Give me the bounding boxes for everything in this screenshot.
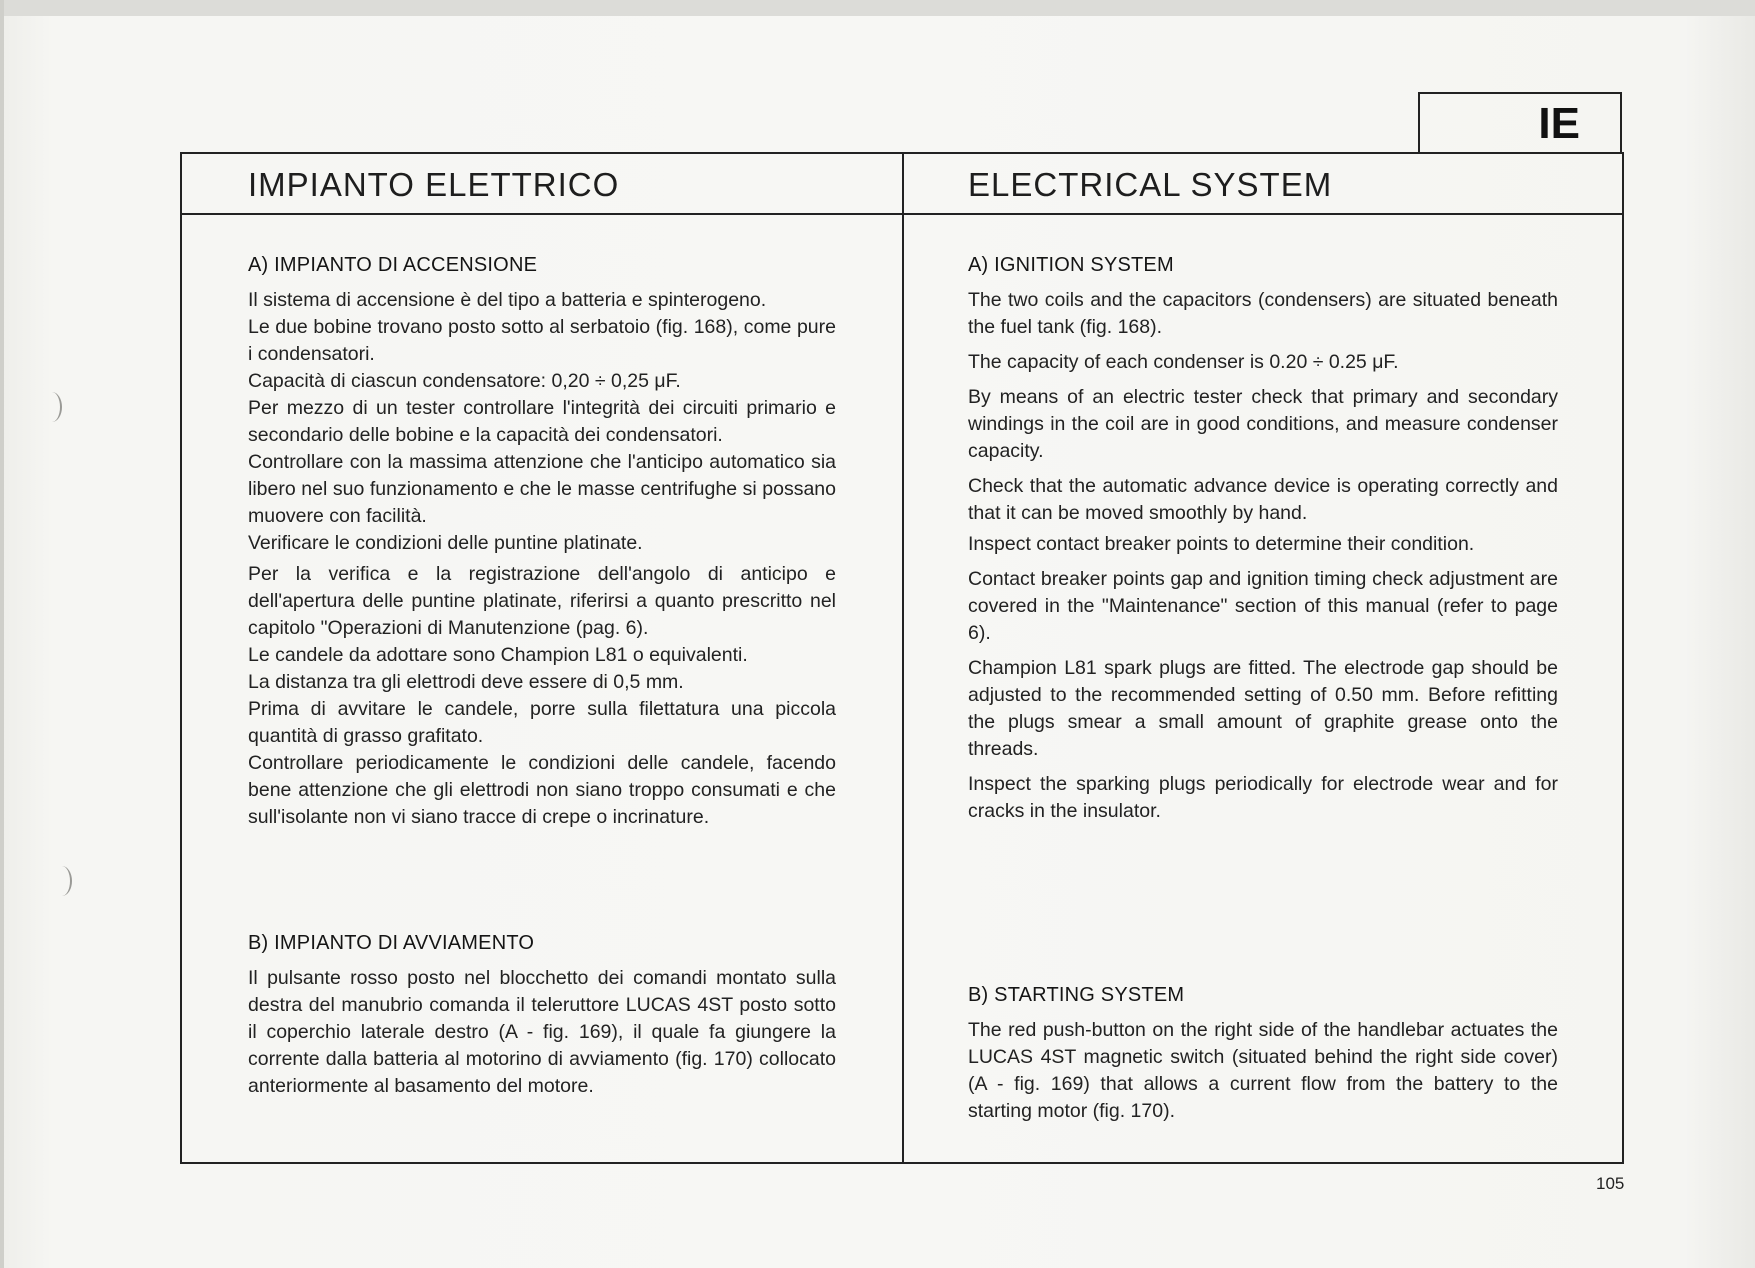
italian-ignition-paragraph: Controllare con la massima attenzione che l'anticipo automatico sia libero nel suo funzionamento e che le masse centrifughe si possano muovere con facilità. <box>248 451 836 527</box>
italian-ignition-paragraph: Verificare le condizioni delle puntine platinate. <box>248 532 643 554</box>
italian-ignition-paragraph: Controllare periodicamente le condizioni delle candele, facendo bene attenzione che gli elettrodi non siano troppo consumati e che sull'isolante non vi siano tracce di crepe o incrinature. <box>248 752 836 828</box>
english-starting-section <box>968 982 1558 1125</box>
english-ignition-paragraph: By means of an electric tester check that primary and secondary windings in the coil are in good conditions, and measure condenser capacity. <box>968 386 1558 462</box>
english-ignition-paragraph: The capacity of each condenser is 0.20 ÷ 0.25 μF. <box>968 351 1399 373</box>
page-left-edge <box>0 0 4 1268</box>
page-number: 105 <box>1596 1174 1625 1193</box>
italian-starting-section <box>248 930 836 1100</box>
english-ignition-section <box>968 252 1558 825</box>
english-ignition-paragraph: The two coils and the capacitors (condensers) are situated beneath the fuel tank (fig. 168). <box>968 289 1558 338</box>
english-starting-paragraph: The red push-button on the right side of the handlebar actuates the LUCAS 4ST magnetic switch (situated behind the right side cover) (A - fig. 169) that allows a current flow from the battery to the starting motor (fig. 170). <box>968 1019 1558 1122</box>
english-ignition-paragraph: Contact breaker points gap and ignition timing check adjustment are covered in the "Maintenance" section of this manual (refer to page 6). <box>968 568 1558 644</box>
italian-ignition-heading: A) IMPIANTO DI ACCENSIONE <box>248 254 538 276</box>
english-ignition-paragraph: Inspect contact breaker points to determine their condition. <box>968 533 1475 555</box>
english-ignition-paragraph: Check that the automatic advance device is operating correctly and that it can be moved smoothly by hand. <box>968 475 1558 524</box>
italian-ignition-paragraph: Il sistema di accensione è del tipo a batteria e spinterogeno. <box>248 289 767 311</box>
italian-starting-paragraph: Il pulsante rosso posto nel blocchetto dei comandi montato sulla destra del manubrio comanda il teleruttore LUCAS 4ST posto sotto il coperchio laterale destro (A - fig. 169), il quale fa giungere la corrente dalla batteria al motorino di avviamento (fig. 170) collocato anteriormente al basamento del motore. <box>248 967 836 1097</box>
section-tab: IE <box>1418 92 1622 152</box>
italian-ignition-paragraph: Prima di avvitare le candele, porre sulla filettatura una piccola quantità di grasso grafitato. <box>248 698 836 747</box>
italian-ignition-paragraph: Le candele da adottare sono Champion L81 o equivalenti. <box>248 644 748 666</box>
english-title: ELECTRICAL SYSTEM <box>968 166 1333 203</box>
italian-ignition-paragraph: Capacità di ciascun condensatore: 0,20 ÷ 0,25 μF. <box>248 370 681 392</box>
italian-ignition-paragraph: Le due bobine trovano posto sotto al serbatoio (fig. 168), come pure i condensatori. <box>248 316 836 365</box>
english-starting-heading: B) STARTING SYSTEM <box>968 984 1185 1006</box>
english-ignition-paragraph: Inspect the sparking plugs periodically for electrode wear and for cracks in the insulator. <box>968 773 1558 822</box>
english-ignition-heading: A) IGNITION SYSTEM <box>968 254 1174 276</box>
italian-ignition-section <box>248 252 836 831</box>
italian-title: IMPIANTO ELETTRICO <box>248 166 620 203</box>
italian-ignition-paragraph: Per mezzo di un tester controllare l'integrità dei circuiti primario e secondario delle bobine e la capacità dei condensatori. <box>248 397 836 446</box>
page-top-edge <box>0 0 1755 16</box>
english-ignition-paragraph: Champion L81 spark plugs are fitted. The electrode gap should be adjusted to the recommended setting of 0.50 mm. Before refitting the plugs smear a small amount of graphite grease onto the threads. <box>968 657 1558 760</box>
header-divider <box>180 213 1624 215</box>
italian-starting-heading: B) IMPIANTO DI AVVIAMENTO <box>248 932 535 954</box>
binder-hole-bottom <box>52 866 72 896</box>
italian-ignition-paragraph: Per la verifica e la registrazione dell'angolo di anticipo e dell'apertura delle puntine platinate, riferirsi a quanto prescritto nel capitolo "Operazioni di Manutenzione (pag. 6). <box>248 563 836 639</box>
italian-ignition-paragraph: La distanza tra gli elettrodi deve essere di 0,5 mm. <box>248 671 684 693</box>
column-divider <box>902 152 904 1164</box>
binder-hole-top <box>42 392 62 422</box>
